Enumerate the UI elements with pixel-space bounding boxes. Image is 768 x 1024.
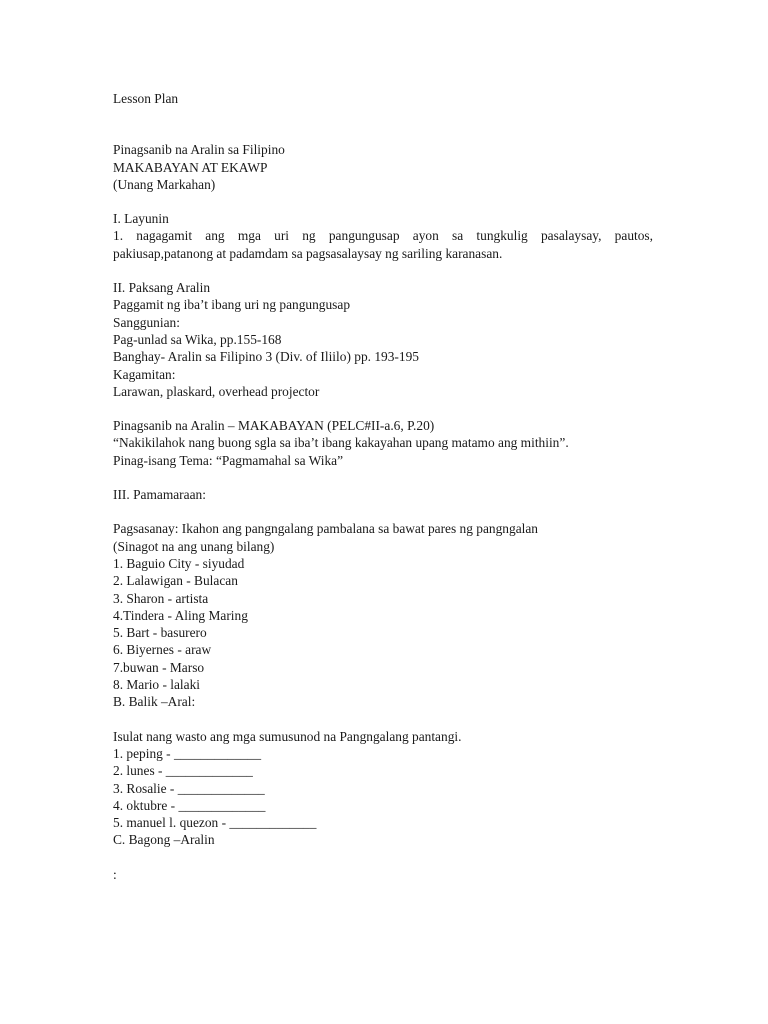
integration-line: MAKABAYAN AT EKAWP (113, 159, 268, 175)
reference-1: Pag-unlad sa Wika, pp.155-168 (113, 331, 282, 347)
materials-line: Larawan, plaskard, overhead projector (113, 383, 320, 399)
list-item: 1. Baguio City - siyudad (113, 555, 245, 571)
objective-line-1: 1. nagagamit ang mga uri ng pangungusap ayon sa tungkulig pasalaysay, pautos, (113, 228, 653, 244)
subject-line: Pinagsanib na Aralin sa Filipino (113, 142, 285, 158)
list-item: 3. Rosalie - _____________ (113, 780, 265, 796)
integration-quote-line: “Nakikilahok nang buong sgla sa iba’t ibang kakayahan upang matamo ang mithiin”. (113, 435, 569, 451)
topic-line: Paggamit ng iba’t ibang uri ng pangungusap (113, 297, 351, 313)
list-item: 5. Bart - basurero (113, 625, 207, 641)
drill-note: (Sinagot na ang unang bilang) (113, 538, 275, 554)
materials-label: Kagamitan: (113, 366, 176, 382)
document-title: Lesson Plan (113, 91, 179, 106)
list-item: 2. Lalawigan - Bulacan (113, 573, 238, 589)
objective-line-2: pakiusap,patanong at padamdam sa pagsasalaysay ng sariling karanasan. (113, 245, 503, 261)
drill-instruction: Pagsasanay: Ikahon ang pangngalang pambalana sa bawat pares ng pangngalan (113, 521, 539, 537)
section-heading-pamamaraan: III. Pamamaraan: (113, 487, 206, 503)
section-heading-paksang-aralin: II. Paksang Aralin (113, 280, 211, 296)
list-item: 5. manuel l. quezon - _____________ (113, 815, 317, 831)
new-lesson-heading: C. Bagong –Aralin (113, 832, 215, 848)
list-item: 6. Biyernes - araw (113, 642, 212, 658)
integration-theme-line: Pinag-isang Tema: “Pagmamahal sa Wika” (113, 452, 344, 468)
list-item: 4.Tindera - Aling Maring (113, 607, 248, 623)
reference-2: Banghay- Aralin sa Filipino 3 (Div. of Iliilo) pp. 193-195 (113, 349, 419, 365)
review-heading: B. Balik –Aral: (113, 694, 196, 710)
list-item: 2. lunes - _____________ (113, 763, 253, 779)
list-item: 8. Mario - lalaki (113, 677, 201, 693)
review-instruction: Isulat nang wasto ang mga sumusunod na Pangngalang pantangi. (113, 728, 462, 744)
section-heading-layunin: I. Layunin (113, 211, 169, 227)
list-item: 1. peping - _____________ (113, 745, 262, 761)
references-label: Sanggunian: (113, 314, 180, 330)
document-page (113, 90, 653, 883)
list-item: 3. Sharon - artista (113, 590, 209, 606)
list-item: 7.buwan - Marso (113, 659, 205, 675)
list-item: 4. oktubre - _____________ (113, 797, 266, 813)
trailing-mark: : (113, 866, 117, 882)
quarter-line: (Unang Markahan) (113, 176, 216, 192)
integration-pelc-line: Pinagsanib na Aralin – MAKABAYAN (PELC#II-a.6, P.20) (113, 418, 435, 434)
